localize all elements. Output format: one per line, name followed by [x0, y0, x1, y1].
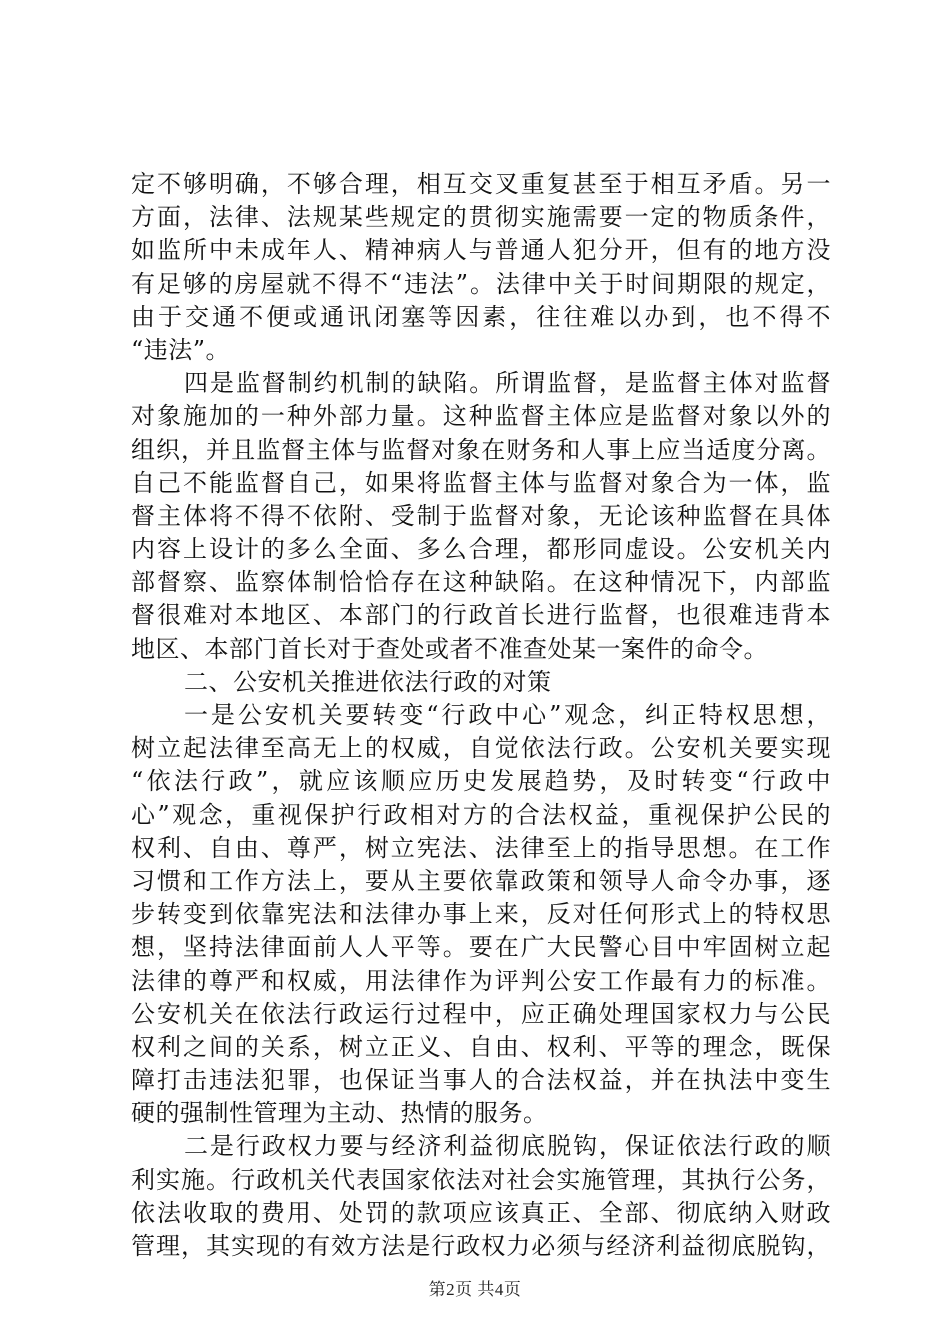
- text-line: 有足够的房屋就不得不“违法”。法律中关于时间期限的规定，: [131, 269, 831, 298]
- text-line: 步转变到依靠宪法和法律办事上来，反对任何形式上的特权思: [131, 900, 831, 929]
- text-line: 管理，其实现的有效方法是行政权力必须与经济利益彻底脱钩，: [131, 1232, 831, 1260]
- text-line: 想，坚持法律面前人人平等。要在广大民警心目中牢固树立起: [131, 933, 831, 962]
- text-line: 地区、本部门首长对于查处或者不准查处某一案件的命令。: [131, 634, 768, 663]
- text-line: 硬的强制性管理为主动、热情的服务。: [131, 1099, 548, 1128]
- page-footer: 第2页 共4页: [428, 1280, 522, 1299]
- text-line: 自己不能监督自己，如果将监督主体与监督对象合为一体，监: [131, 468, 831, 497]
- text-line: 内容上设计的多么全面、多么合理，都形同虚设。公安机关内: [131, 535, 831, 564]
- document-body: [131, 168, 831, 1263]
- text-line: 心”观念，重视保护行政相对方的合法权益，重视保护公民的: [131, 800, 831, 829]
- text-line: 部督察、监察体制恰恰存在这种缺陷。在这种情况下，内部监: [131, 568, 831, 597]
- text-line: 一是公安机关要转变“行政中心”观念，纠正特权思想，: [184, 701, 831, 729]
- text-line: 对象施加的一种外部力量。这种监督主体应是监督对象以外的: [131, 402, 831, 431]
- text-line: 如监所中未成年人、精神病人与普通人犯分开，但有的地方没: [131, 236, 831, 265]
- text-line: 二是行政权力要与经济利益彻底脱钩，保证依法行政的顺: [184, 1132, 831, 1161]
- text-line: 依法收取的费用、处罚的款项应该真正、全部、彻底纳入财政: [131, 1198, 831, 1227]
- text-line: 由于交通不便或通讯闭塞等因素，往往难以办到，也不得不: [131, 302, 831, 331]
- text-line: 权利、自由、尊严，树立宪法、法律至上的指导思想。在工作: [131, 833, 831, 862]
- text-line: 组织，并且监督主体与监督对象在财务和人事上应当适度分离。: [131, 435, 831, 464]
- text-line: 习惯和工作方法上，要从主要依靠政策和领导人命令办事，逐: [131, 866, 831, 895]
- text-line: 四是监督制约机制的缺陷。所谓监督，是监督主体对监督: [184, 369, 831, 398]
- text-line: 督很难对本地区、本部门的行政首长进行监督，也很难违背本: [131, 601, 831, 630]
- text-line: 公安机关在依法行政运行过程中，应正确处理国家权力与公民: [131, 999, 831, 1028]
- text-line: 权利之间的关系，树立正义、自由、权利、平等的理念，既保: [131, 1032, 831, 1061]
- text-line: 定不够明确，不够合理，相互交叉重复甚至于相互矛盾。另一: [131, 170, 831, 198]
- text-line: 法律的尊严和权威，用法律作为评判公安工作最有力的标准。: [131, 966, 831, 995]
- text-line: 树立起法律至高无上的权威，自觉依法行政。公安机关要实现: [131, 734, 831, 763]
- text-line: “违法”。: [131, 335, 231, 364]
- text-line: “依法行政”，就应该顺应历史发展趋势，及时转变“行政中: [131, 767, 831, 796]
- text-line: 方面，法律、法规某些规定的贯彻实施需要一定的物质条件，: [131, 203, 831, 232]
- text-line: 利实施。行政机关代表国家依法对社会实施管理，其执行公务，: [131, 1165, 831, 1194]
- text-line: 二、公安机关推进依法行政的对策: [184, 667, 552, 696]
- text-line: 督主体将不得不依附、受制于监督对象，无论该种监督在具体: [131, 501, 831, 530]
- text-line: 障打击违法犯罪，也保证当事人的合法权益，并在执法中变生: [131, 1066, 831, 1095]
